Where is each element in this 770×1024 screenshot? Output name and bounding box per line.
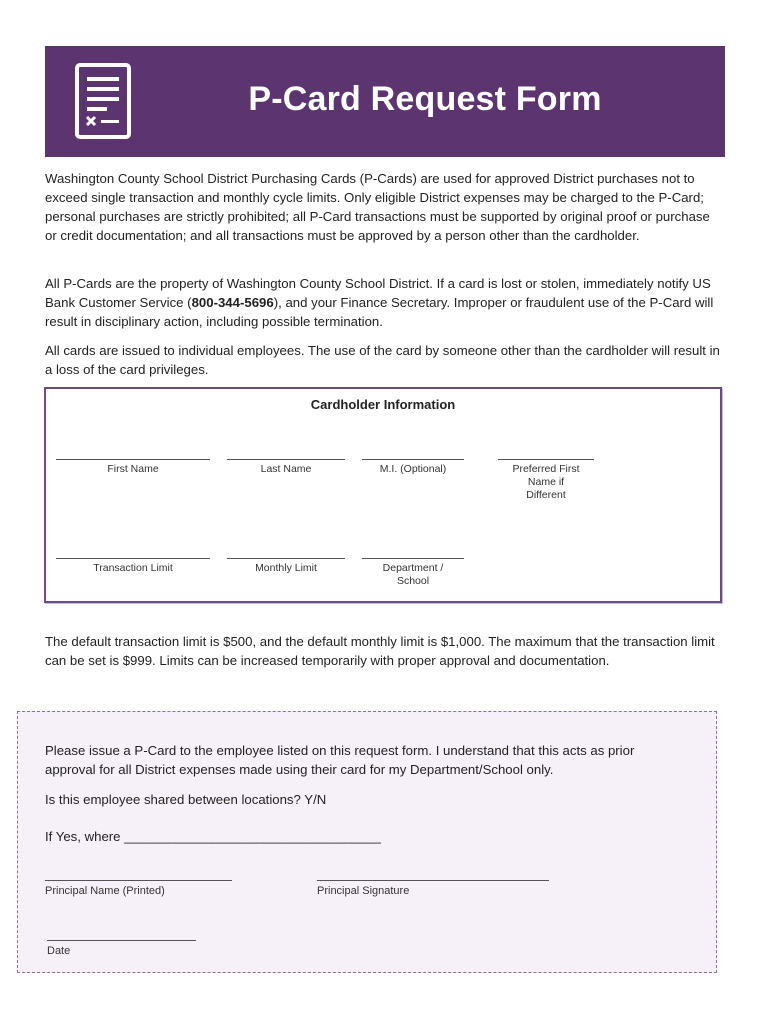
date-field[interactable] [47,940,196,957]
transaction-limit-field[interactable] [56,558,210,575]
first-name-field[interactable] [56,459,210,476]
principal-signature-label: Principal Signature [317,885,410,897]
shared-location-field[interactable]: If Yes, where ___________________________________ [45,829,381,844]
intro-paragraph-1: Washington County School District Purchasing Cards (P-Cards) are used for approved District purchases not to exceed single transaction and monthly cycle limits. Only eligible District expenses may be charged to the P-Card; personal purchases are strictly prohibited; all P-Card transactions must be supported by original proof or purchase or credit documentation; and all transactions must be approved by a person other than the cardholder. [45,171,710,243]
principal-approval-section [17,711,717,973]
department-field[interactable] [362,558,464,588]
intro-paragraph-2 [45,274,725,331]
date-label: Date [47,945,71,957]
transaction-limit-label: Transaction Limit [93,562,173,574]
header-banner [45,46,725,157]
principal-signature-field[interactable] [317,880,549,897]
approval-statement-line-1: Please issue a P-Card to the employee listed on this request form. I understand that this acts as prior [45,743,635,758]
cardholder-information-section [44,387,722,603]
principal-name-field[interactable] [45,880,232,897]
last-name-label: Last Name [260,463,312,475]
middle-initial-field[interactable] [362,459,464,476]
middle-initial-label: M.I. (Optional) [379,463,447,475]
preferred-name-label: Preferred First Name if Different [512,463,580,501]
preferred-name-field[interactable] [498,459,594,502]
first-name-label: First Name [107,463,159,475]
cardholder-information-title: Cardholder Information [310,397,456,412]
monthly-limit-label: Monthly Limit [255,562,317,574]
intro-p2-before: All P-Cards are the property of Washington County School District. If a card is lost or stolen, immediately notify US Bank Customer Service ( [45,276,711,310]
department-label: Department / School [382,562,444,587]
intro-p2-after: ), and your Finance Secretary. Improper or fraudulent use of the P-Card will result in disciplinary action, including possible termination. [45,295,714,329]
shared-employee-question[interactable]: Is this employee shared between locations? Y/N [45,792,327,807]
last-name-field[interactable] [227,459,345,476]
approval-statement-line-2: approval for all District expenses made using their card for my Department/School only. [45,762,554,777]
monthly-limit-field[interactable] [227,558,345,575]
page-title: P-Card Request Form [248,80,602,118]
limits-paragraph: The default transaction limit is $500, and the default monthly limit is $1,000. The maximum that the transaction limit can be set is $999. Limits can be increased temporarily with proper approval and documentation. [45,634,715,668]
principal-name-label: Principal Name (Printed) [45,885,165,897]
customer-service-phone: 800-344-5696 [191,295,274,310]
intro-paragraph-3: All cards are issued to individual employees. The use of the card by someone other than the cardholder will result in a loss of the card privileges. [45,343,720,377]
